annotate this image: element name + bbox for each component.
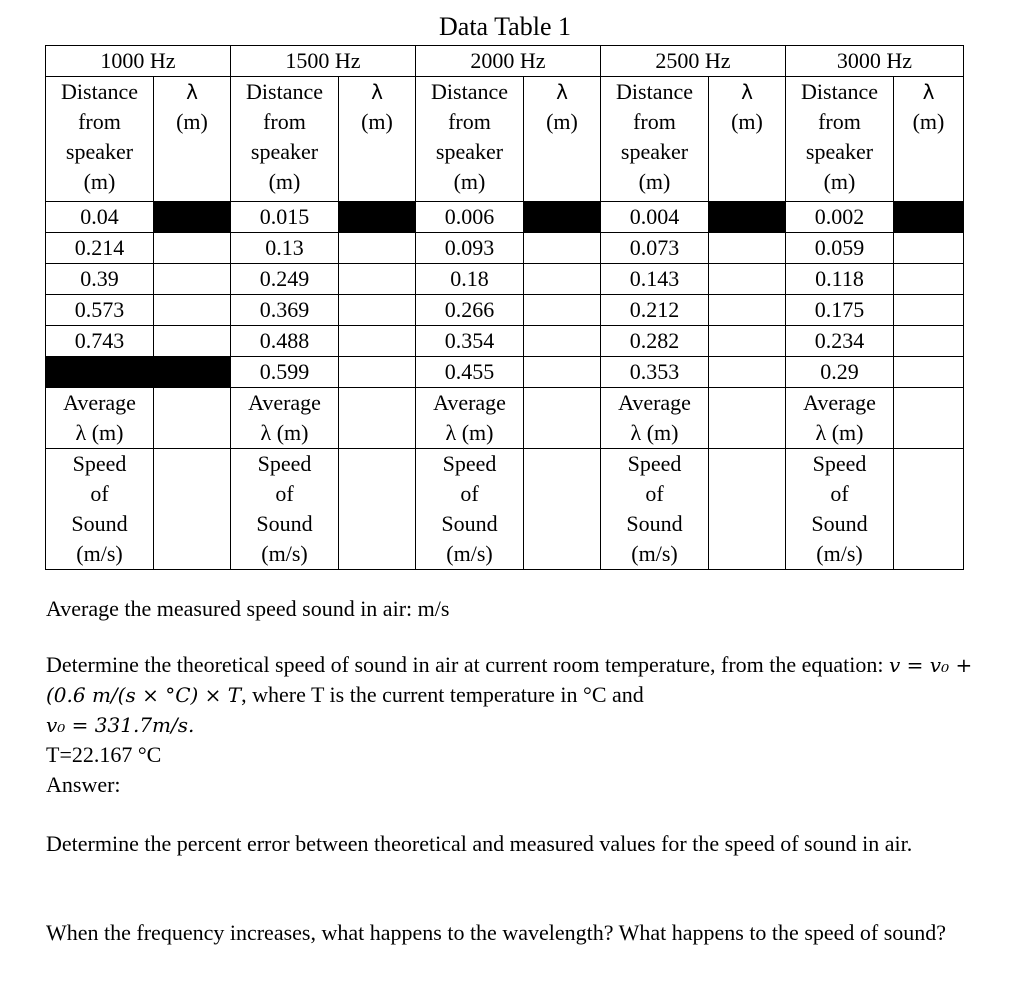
distance-cell: 0.002: [786, 202, 894, 233]
lambda-cell: [894, 264, 964, 295]
cell-line: Average: [803, 390, 876, 415]
lambda-cell: [709, 264, 786, 295]
cell-line: λ: [556, 80, 568, 104]
speed-label: [231, 449, 339, 570]
cell-line: from: [633, 109, 676, 134]
table-row: [46, 357, 964, 388]
cell-line: λ (m): [630, 420, 679, 445]
distance-cell: 0.093: [416, 233, 524, 264]
cell-line: speaker: [435, 139, 504, 164]
average-value: [339, 388, 416, 449]
speed-label: [786, 449, 894, 570]
cell-line: λ: [922, 80, 935, 104]
lambda-cell: [339, 357, 416, 388]
cell-line: Distance: [616, 79, 693, 104]
distance-header: [46, 77, 154, 202]
speed-equation: v = v₀ + (0.6 m/(s × °C) × T: [46, 653, 973, 707]
distance-cell: 0.004: [601, 202, 709, 233]
distance-cell: 0.212: [601, 295, 709, 326]
cell-line: speaker: [620, 139, 689, 164]
cell-line: from: [818, 109, 861, 134]
lambda-cell: [154, 295, 231, 326]
table-row: [46, 264, 964, 295]
cell-line: from: [448, 109, 491, 134]
distance-cell: 0.39: [46, 264, 154, 295]
cell-line: λ (m): [75, 420, 124, 445]
cell-line: λ (m): [815, 420, 864, 445]
cell-line: (m): [638, 169, 671, 194]
distance-header: [416, 77, 524, 202]
distance-cell: 0.266: [416, 295, 524, 326]
lambda-cell: [709, 233, 786, 264]
cell-line: (m): [176, 109, 208, 134]
frequency-header: 1500 Hz: [231, 46, 416, 77]
distance-cell: 0.175: [786, 295, 894, 326]
cell-line: speaker: [250, 139, 319, 164]
lambda-cell: [154, 326, 231, 357]
lambda-cell: [524, 264, 601, 295]
average-label: [786, 388, 894, 449]
speed-label: [601, 449, 709, 570]
cell-line: Speed: [627, 451, 682, 476]
lambda-cell: [709, 357, 786, 388]
lambda-cell: [894, 357, 964, 388]
table-row: [46, 233, 964, 264]
distance-cell: 0.13: [231, 233, 339, 264]
lambda-cell: [339, 326, 416, 357]
cell-line: Average: [63, 390, 136, 415]
cell-line: (m): [361, 109, 393, 134]
average-label: [231, 388, 339, 449]
distance-cell: 0.18: [416, 264, 524, 295]
distance-cell: 0.29: [786, 357, 894, 388]
distance-cell: 0.282: [601, 326, 709, 357]
distance-cell: 0.249: [231, 264, 339, 295]
frequency-header: 1000 Hz: [46, 46, 231, 77]
lambda-header: [339, 77, 416, 202]
answer-label: Answer:: [46, 772, 121, 797]
average-label: [46, 388, 154, 449]
distance-cell: 0.743: [46, 326, 154, 357]
cell-line: λ: [186, 80, 198, 104]
distance-cell: 0.118: [786, 264, 894, 295]
frequency-question: When the frequency increases, what happens to the wavelength? What happens to the speed of sound?: [46, 920, 947, 945]
table-title: Data Table 1: [439, 12, 571, 41]
cell-line: Average: [618, 390, 691, 415]
distance-cell: 0.353: [601, 357, 709, 388]
lambda-cell: [339, 295, 416, 326]
lambda-cell: [154, 233, 231, 264]
cell-line: λ: [371, 80, 383, 104]
blacked-cell: [339, 202, 416, 233]
cell-line: λ (m): [445, 420, 494, 445]
blacked-cell: [524, 202, 601, 233]
distance-header: [786, 77, 894, 202]
cell-line: Speed: [442, 451, 497, 476]
distance-header: [231, 77, 339, 202]
speed-value: [524, 449, 601, 570]
speed-row: [46, 449, 964, 570]
cell-line: (m/s): [261, 541, 308, 566]
lambda-header: [894, 77, 964, 202]
theoretical-section: [46, 650, 1006, 800]
lambda-cell: [524, 233, 601, 264]
cell-line: Sound: [71, 511, 128, 536]
distance-cell: 0.059: [786, 233, 894, 264]
lambda-cell: [894, 295, 964, 326]
cell-line: (m/s): [446, 541, 493, 566]
frequency-header: 2500 Hz: [601, 46, 786, 77]
cell-line: λ: [741, 80, 753, 104]
cell-line: Distance: [431, 79, 508, 104]
lambda-cell: [894, 233, 964, 264]
speed-label: [46, 449, 154, 570]
cell-line: Speed: [257, 451, 312, 476]
speed-value: [339, 449, 416, 570]
distance-cell: 0.04: [46, 202, 154, 233]
lambda-cell: [524, 357, 601, 388]
cell-line: Distance: [801, 79, 878, 104]
distance-cell: 0.143: [601, 264, 709, 295]
distance-cell: 0.214: [46, 233, 154, 264]
table-row: [46, 326, 964, 357]
distance-cell: 0.015: [231, 202, 339, 233]
speed-value: [154, 449, 231, 570]
table-row: [46, 295, 964, 326]
cell-line: (m): [453, 169, 486, 194]
frequency-row: [46, 46, 964, 77]
speed-label: [416, 449, 524, 570]
distance-cell: 0.599: [231, 357, 339, 388]
lambda-cell: [709, 295, 786, 326]
average-value: [524, 388, 601, 449]
theoretical-mid: , where T is the current temperature in °C and: [241, 682, 644, 707]
cell-line: λ (m): [260, 420, 309, 445]
lambda-header: [524, 77, 601, 202]
frequency-header: 2000 Hz: [416, 46, 601, 77]
cell-line: (m): [731, 109, 763, 134]
cell-line: from: [78, 109, 121, 134]
theoretical-instruction: [46, 650, 1006, 710]
cell-line: Distance: [246, 79, 323, 104]
cell-line: (m/s): [631, 541, 678, 566]
data-table: [45, 45, 964, 570]
cell-line: speaker: [805, 139, 874, 164]
distance-header: [601, 77, 709, 202]
v0-equation: v₀ = 331.7m/s.: [46, 713, 195, 737]
table-row: [46, 202, 964, 233]
distance-cell: 0.354: [416, 326, 524, 357]
average-value: [154, 388, 231, 449]
column-header-row: [46, 77, 964, 202]
lambda-cell: [524, 326, 601, 357]
cell-line: from: [263, 109, 306, 134]
temperature-value: T=22.167 °C: [46, 742, 162, 767]
blacked-cell: [894, 202, 964, 233]
average-row: [46, 388, 964, 449]
cell-line: Sound: [256, 511, 313, 536]
cell-line: of: [460, 481, 479, 506]
lambda-header: [709, 77, 786, 202]
lambda-cell: [709, 326, 786, 357]
frequency-header: 3000 Hz: [786, 46, 964, 77]
cell-line: (m): [546, 109, 578, 134]
speed-value: [709, 449, 786, 570]
cell-line: (m): [268, 169, 301, 194]
theoretical-intro: Determine the theoretical speed of sound in air at current room temperature, from the equation:: [46, 652, 890, 677]
cell-line: Average: [248, 390, 321, 415]
cell-line: (m/s): [76, 541, 123, 566]
distance-cell: 0.455: [416, 357, 524, 388]
average-value: [894, 388, 964, 449]
blacked-cell: [46, 357, 231, 388]
percent-error-question: Determine the percent error between theoretical and measured values for the speed of sound in air.: [46, 831, 913, 856]
lambda-cell: [894, 326, 964, 357]
speed-value: [894, 449, 964, 570]
blacked-cell: [709, 202, 786, 233]
avg-measured-text: Average the measured speed sound in air: m/s: [46, 596, 450, 621]
cell-line: speaker: [65, 139, 134, 164]
cell-line: of: [830, 481, 849, 506]
lambda-cell: [339, 264, 416, 295]
distance-cell: 0.006: [416, 202, 524, 233]
cell-line: Sound: [811, 511, 868, 536]
cell-line: Sound: [626, 511, 683, 536]
cell-line: Average: [433, 390, 506, 415]
average-label: [601, 388, 709, 449]
average-value: [709, 388, 786, 449]
cell-line: of: [90, 481, 109, 506]
average-label: [416, 388, 524, 449]
cell-line: (m/s): [816, 541, 863, 566]
cell-line: Speed: [812, 451, 867, 476]
cell-line: of: [275, 481, 294, 506]
distance-cell: 0.369: [231, 295, 339, 326]
cell-line: Sound: [441, 511, 498, 536]
cell-line: of: [645, 481, 664, 506]
cell-line: (m): [823, 169, 856, 194]
distance-cell: 0.488: [231, 326, 339, 357]
cell-line: Distance: [61, 79, 138, 104]
blacked-cell: [154, 202, 231, 233]
lambda-cell: [524, 295, 601, 326]
cell-line: (m): [83, 169, 116, 194]
cell-line: (m): [912, 109, 945, 134]
distance-cell: 0.234: [786, 326, 894, 357]
cell-line: Speed: [72, 451, 127, 476]
distance-cell: 0.073: [601, 233, 709, 264]
distance-cell: 0.573: [46, 295, 154, 326]
lambda-cell: [154, 264, 231, 295]
lambda-cell: [339, 233, 416, 264]
lambda-header: [154, 77, 231, 202]
